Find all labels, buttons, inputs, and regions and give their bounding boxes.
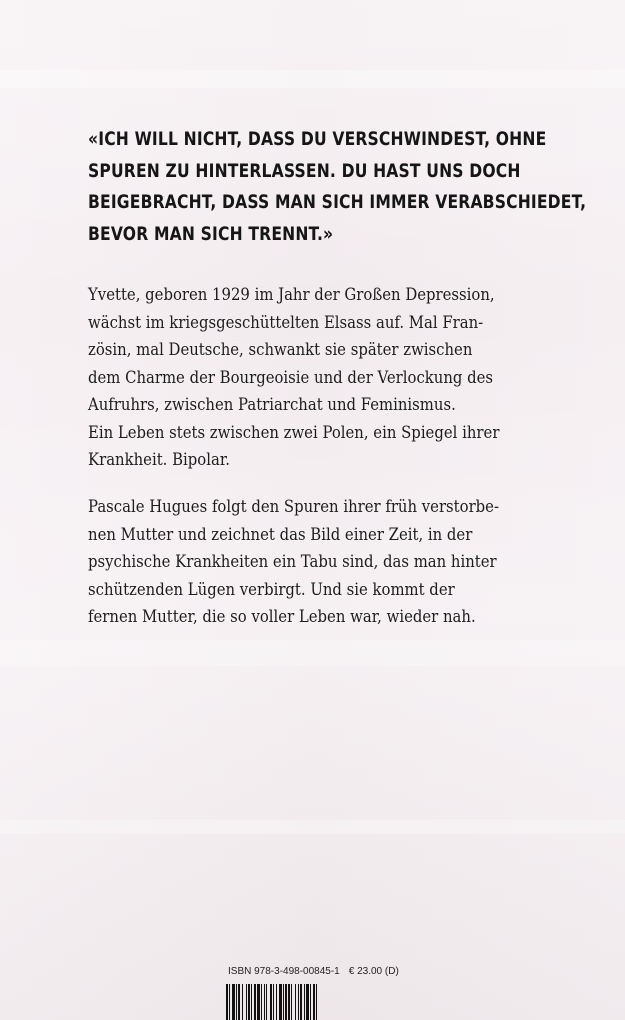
- blurb-line: wächst im kriegsgeschüttelten Elsass auf. Mal Fran-: [88, 312, 484, 332]
- blurb-line: schützenden Lügen verbirgt. Und sie kommt der: [88, 579, 455, 599]
- barcode-bar: [257, 984, 260, 1020]
- blurb-line: Yvette, geboren 1929 im Jahr der Großen Depression,: [88, 285, 495, 304]
- barcode-bar: [306, 984, 309, 1020]
- barcode-bar: [238, 984, 240, 1020]
- isbn-number: ISBN 978-3-498-00845-1: [228, 966, 340, 977]
- barcode-bar: [246, 984, 247, 1020]
- blurb-paragraph-2: [88, 493, 511, 631]
- barcode-bar: [226, 984, 228, 1020]
- quote-line: BEVOR MAN SICH TRENNT.»: [88, 222, 334, 245]
- blurb-line: Ein Leben stets zwischen zwei Polen, ein Spiegel ihrer: [88, 422, 500, 442]
- barcode-bar: [300, 984, 302, 1020]
- barcode-bar: [251, 984, 252, 1020]
- blurb-line: psychische Krankheiten ein Tabu sind, das man hinter: [88, 552, 497, 571]
- barcode-bar: [283, 984, 284, 1020]
- paper-texture: [0, 640, 625, 666]
- barcode-bar: [288, 984, 290, 1020]
- blurb-line: dem Charme der Bourgeoisie und der Verlockung des: [88, 367, 494, 387]
- barcode-bar: [248, 984, 250, 1020]
- barcode-icon: [226, 984, 396, 1020]
- blurb-line: fernen Mutter, die so voller Leben war, wieder nah.: [88, 607, 476, 626]
- barcode-bar: [295, 984, 296, 1020]
- barcode-bar: [232, 984, 235, 1020]
- barcode-bar: [276, 984, 277, 1020]
- barcode-bar: [298, 984, 299, 1020]
- quote-line: SPUREN ZU HINTERLASSEN. DU HAST UNS DOCH: [88, 159, 521, 182]
- price: € 23.00 (D): [348, 966, 399, 977]
- imprint: [228, 966, 408, 977]
- barcode-bar: [304, 984, 305, 1020]
- barcode-bar: [270, 984, 272, 1020]
- barcode-bar: [254, 984, 256, 1020]
- pull-quote: [88, 124, 587, 250]
- barcode-bar: [313, 984, 315, 1020]
- barcode-bar: [316, 984, 317, 1020]
- barcode-bar: [285, 984, 287, 1020]
- blurb-line: Pascale Hugues folgt den Spuren ihrer früh verstorbe-: [88, 497, 500, 516]
- barcode-bar: [266, 984, 267, 1020]
- blurb-line: Aufruhrs, zwischen Patriarchat und Feminismus.: [88, 395, 456, 414]
- barcode-bar: [264, 984, 265, 1020]
- blurb-line: zösin, mal Deutsche, schwankt sie später zwischen: [88, 340, 473, 359]
- barcode-bar: [273, 984, 274, 1020]
- barcode-bar: [229, 984, 230, 1020]
- blurb-line: Krankheit. Bipolar.: [88, 450, 231, 469]
- barcode-bar: [291, 984, 292, 1020]
- paper-texture: [0, 820, 625, 834]
- blurb-paragraph-1: [88, 281, 511, 474]
- quote-line: «ICH WILL NICHT, DASS DU VERSCHWINDEST, OHNE: [88, 128, 547, 150]
- barcode-bar: [310, 984, 311, 1020]
- barcode-bar: [236, 984, 237, 1020]
- blurb-line: nen Mutter und zeichnet das Bild einer Zeit, in der: [88, 524, 473, 544]
- barcode-bar: [261, 984, 262, 1020]
- quote-line: BEIGEBRACHT, DASS MAN SICH IMMER VERABSCHIEDET,: [88, 191, 587, 213]
- barcode-bar: [279, 984, 282, 1020]
- paper-texture: [0, 70, 625, 88]
- barcode-bar: [242, 984, 243, 1020]
